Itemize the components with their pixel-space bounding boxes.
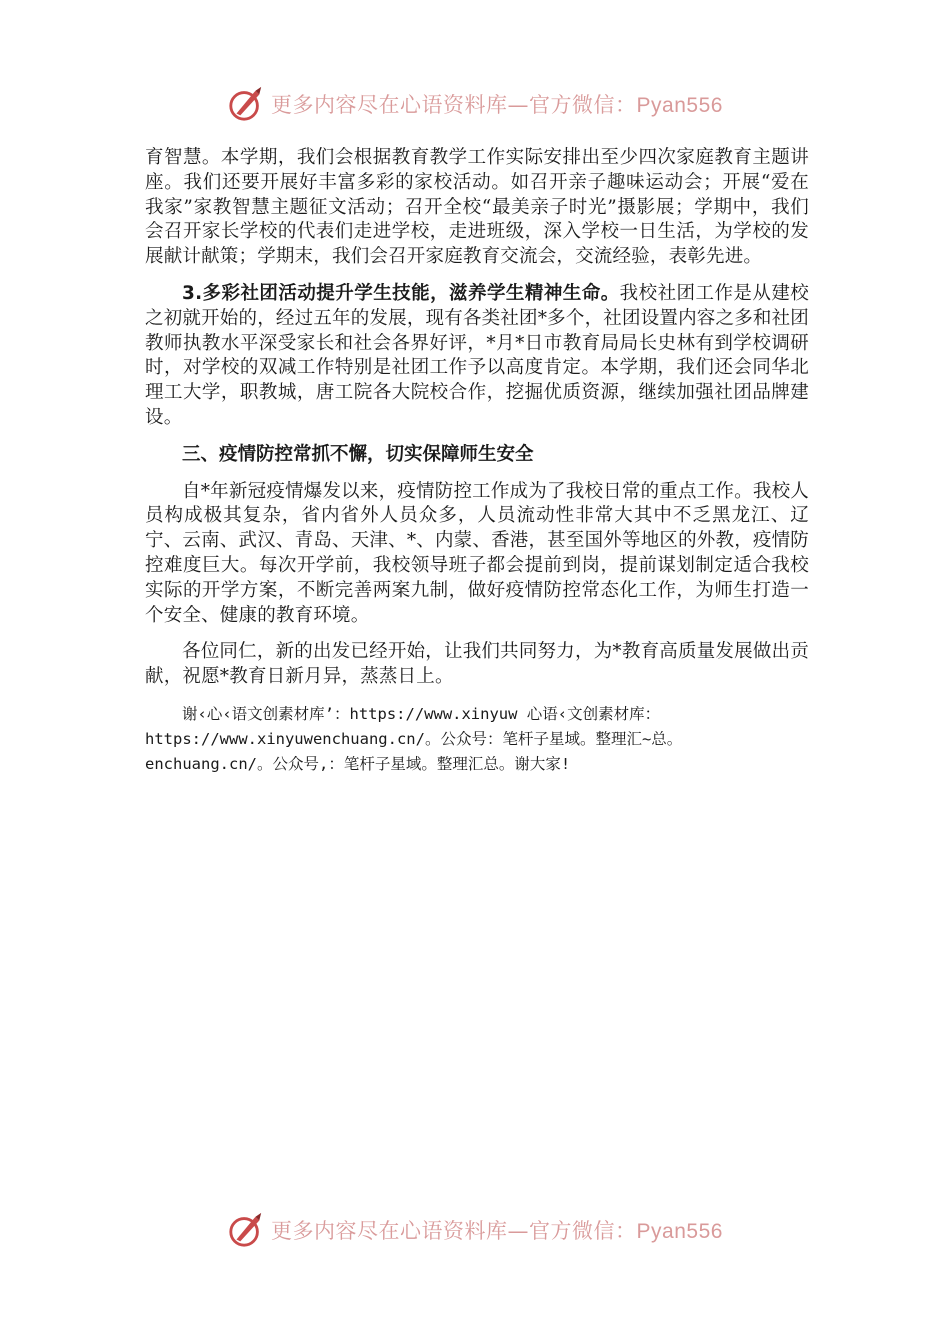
document-body: [145, 146, 809, 777]
banner-wechat-id: Pyan556: [636, 94, 723, 117]
source-note-line-2: https://www.xinyuwenchuang.cn/。公众号：笔杆子星域。整理汇~总。: [145, 729, 683, 748]
banner-label: 更多内容尽在心语资料库—官方微信：: [271, 93, 637, 117]
source-note-line-3: enchuang.cn/。公众号,：笔杆子星域。整理汇总。谢大家!: [145, 754, 571, 773]
banner-text: [271, 89, 723, 119]
paragraph-1: 育智慧。本学期，我们会根据教育教学工作实际安排出至少四次家庭教育主题讲座。我们还要开展好丰富多彩的家校活动。如召开亲子趣味运动会；开展“爱在我家”家教智慧主题征文活动；召开全校“最美亲子时光”摄影展；学期中，我们会召开家长学校的代表们走进学校，走进班级，深入学校一日生活，为学校的发展献计献策；学期末，我们会召开家庭教育交流会，交流经验，表彰先进。: [145, 147, 809, 268]
paragraph-2-text: 我校社团工作是从建校之初就开始的，经过五年的发展，现有各类社团*多个，社团设置内容之多和社团教师执教水平深受家长和社会各界好评，*月*日市教育局局长史林有到学校调研时，对学校的双减工作特别是社团工作予以高度肯定。本学期，我们还会同华北理工大学，职教城，唐工院各大院校合作，挖掘优质资源，继续加强社团品牌建设。: [145, 282, 809, 428]
paragraph-4: 自*年新冠疫情爆发以来，疫情防控工作成为了我校日常的重点工作。我校人员构成极其复杂，省内省外人员众多，人员流动性非常大其中不乏黑龙江、辽宁、云南、武汉、青岛、天津、*、内蒙、香港，甚至国外等地区的外教，疫情防控难度巨大。每次开学前，我校领导班子都会提前到岗，提前谋划制定适合我校实际的开学方案，不断完善两案九制，做好疫情防控常态化工作，为师生打造一个安全、健康的教育环境。: [145, 480, 809, 626]
source-note-line-1: 谢‹心‹语文创素材库’：https://www.xinyuw 心语‹文创素材库：: [182, 704, 661, 723]
quill-logo-icon: [227, 1211, 265, 1249]
paragraph-5: 各位同仁，新的出发已经开始，让我们共同努力，为*教育高质量发展做出贡献，祝愿*教育日新月异，蒸蒸日上。: [145, 641, 809, 688]
footer-banner: [0, 1208, 950, 1252]
banner-text: [271, 1215, 723, 1245]
quill-logo-icon: [227, 85, 265, 123]
banner-wechat-id: Pyan556: [636, 1220, 723, 1243]
paragraph-2: [145, 282, 809, 431]
header-banner: [0, 82, 950, 126]
banner-label: 更多内容尽在心语资料库—官方微信：: [271, 1219, 637, 1243]
section-heading-3: 三、疫情防控常抓不懈，切实保障师生安全: [182, 443, 534, 465]
paragraph-2-lead: 3.多彩社团活动提升学生技能，滋养学生精神生命。: [182, 282, 620, 304]
